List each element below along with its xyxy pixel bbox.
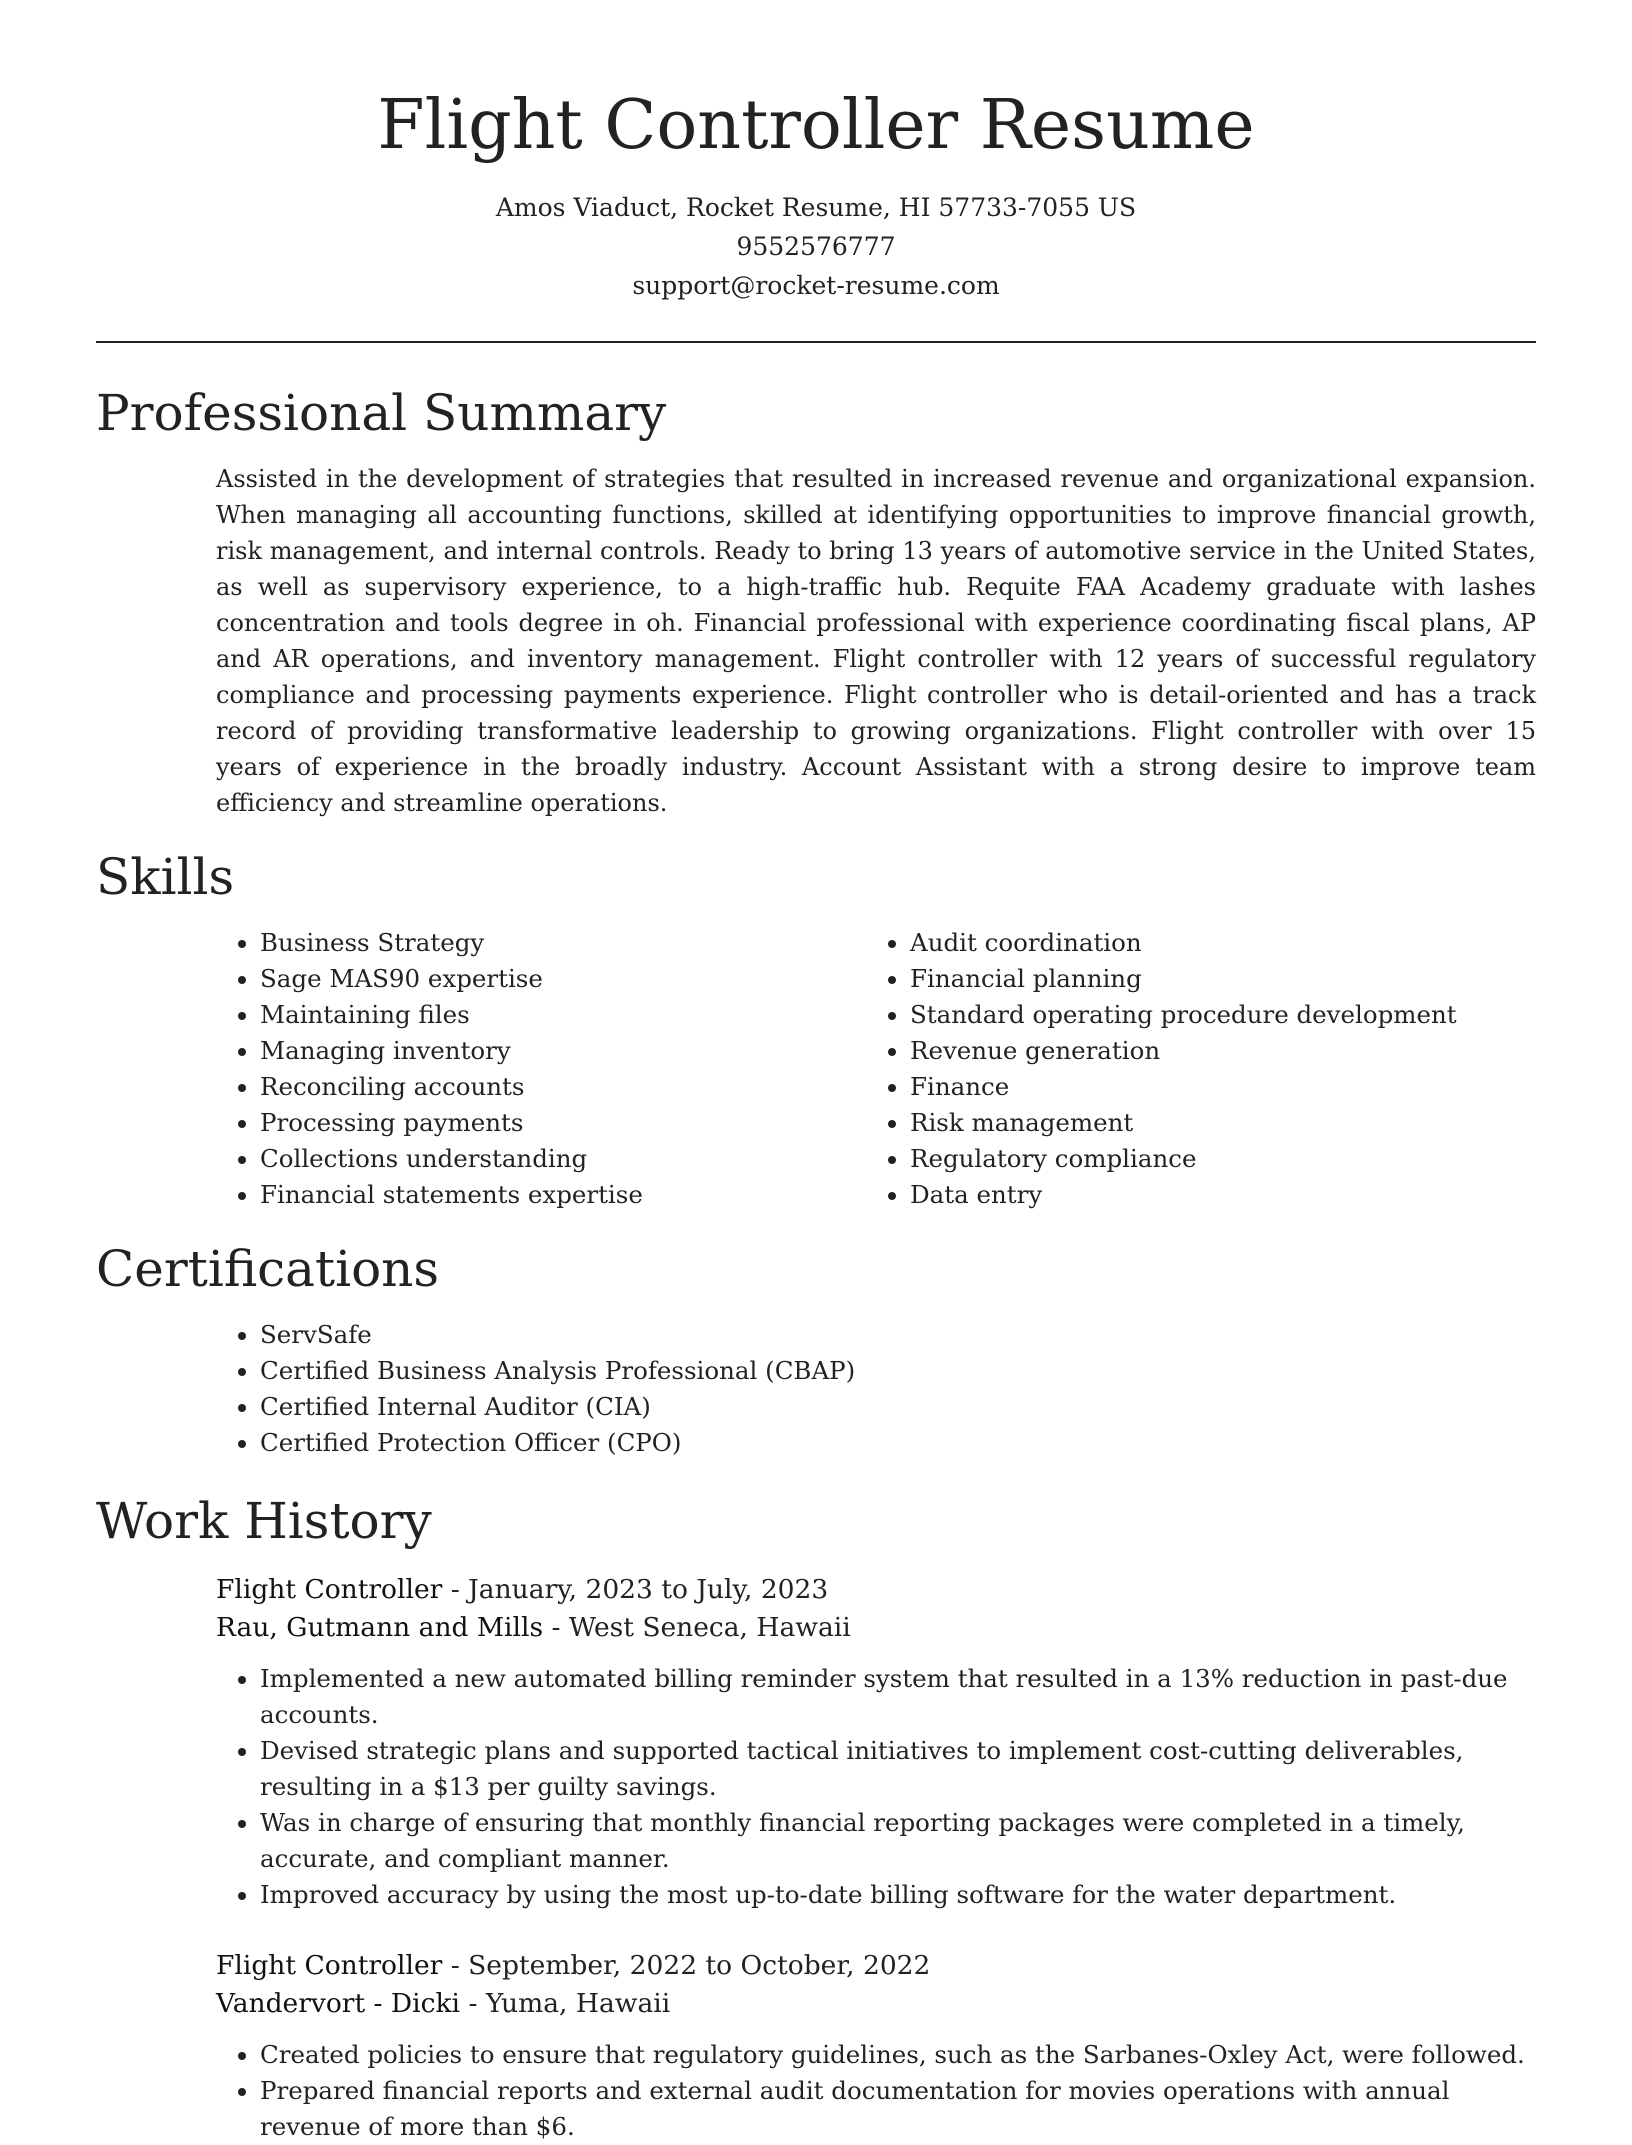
resume-title: Flight Controller Resume [377,86,1255,165]
summary-text: Assisted in the development of strategies that resulted in increased revenue and organizational expansion. When managing all accounting functions, skilled at identifying opportunities to improve financial growth, risk management, and internal controls. Ready to bring 13 years of automotive service in the United States, as well as supervisory experience, to a high-traffic hub. Requite FAA Academy graduate with lashes concentration and tools degree in oh. Financial professional with experience coordinating fiscal plans, AP and AR operations, and inventory management. Flight controller with 12 years of successful regulatory compliance and processing payments experience. Flight controller who is detail-oriented and has a track record of providing transformative leadership to growing organizations. Flight controller with over 15 years of experience in the broadly industry. Account Assistant with a strong desire to improve team efficiency and streamline operations. [216,465,1536,817]
job-role: Flight Controller [216,1950,443,1981]
skill-item: • Standard operating procedure development [910,997,1536,1033]
job-bullets [216,2037,1536,2145]
skills-right-list [866,925,1536,1213]
skill-item: • Managing inventory [260,1033,866,1069]
certification-item: • Certified Protection Officer (CPO) [260,1425,1536,1461]
separator: - [450,1950,469,1981]
skill-item: • Reconciling accounts [260,1069,866,1105]
job-bullet: • Was in charge of ensuring that monthly financial reporting packages were completed in a timely, accurate, and compliant manner. [260,1805,1536,1877]
summary-heading: Professional Summary [96,384,667,442]
skill-item: • Regulatory compliance [910,1141,1536,1177]
resume-header [0,0,1632,305]
skill-item: • Finance [910,1069,1536,1105]
separator: - [551,1612,569,1643]
skill-item: • Risk management [910,1105,1536,1141]
job-company: Rau, Gutmann and Mills [216,1612,544,1643]
skills-left-list [216,925,866,1213]
job-title-line [216,1571,1536,1609]
work-history-section [0,1489,1632,2145]
job-company-line [216,1985,1536,2023]
email: support@rocket-resume.com [632,271,1000,300]
skill-item: • Financial planning [910,961,1536,997]
header-divider [96,341,1536,343]
skill-item: • Sage MAS90 expertise [260,961,866,997]
certification-item: • ServSafe [260,1317,1536,1353]
job-title-line [216,1947,1536,1985]
skill-item: • Maintaining files [260,997,866,1033]
job-dates: January, 2023 to July, 2023 [468,1574,829,1605]
skill-item: • Financial statements expertise [260,1177,866,1213]
skill-item: • Processing payments [260,1105,866,1141]
skills-columns [216,925,1536,1213]
contact-info [0,188,1632,305]
job-entry [216,1947,1536,2145]
job-role: Flight Controller [216,1574,443,1605]
skills-section [0,845,1632,1213]
work-history-heading: Work History [96,1492,432,1550]
separator: - [468,1988,486,2019]
job-bullet: • Implemented a new automated billing reminder system that resulted in a 13% reduction in past-due accounts. [260,1661,1536,1733]
skill-item: • Collections understanding [260,1141,866,1177]
job-entry [216,1571,1536,1913]
job-bullet: • Improved accuracy by using the most up-to-date billing software for the water department. [260,1877,1536,1913]
address: Amos Viaduct, Rocket Resume, HI 57733-7055 US [495,193,1137,222]
skill-item: • Business Strategy [260,925,866,961]
phone: 9552576777 [736,232,896,261]
summary-section [0,381,1632,821]
certifications-list [216,1317,1536,1461]
job-dates: September, 2022 to October, 2022 [468,1950,931,1981]
certifications-section [0,1237,1632,1461]
job-bullets [216,1661,1536,1913]
job-location: Yuma, Hawaii [485,1988,671,2019]
skills-heading: Skills [96,848,235,906]
separator: - [450,1574,469,1605]
job-bullet: • Devised strategic plans and supported tactical initiatives to implement cost-cutting deliverables, resulting in a $13 per guilty savings. [260,1733,1536,1805]
skill-item: • Revenue generation [910,1033,1536,1069]
certification-item: • Certified Internal Auditor (CIA) [260,1389,1536,1425]
certification-item: • Certified Business Analysis Professional (CBAP) [260,1353,1536,1389]
certifications-heading: Certifications [96,1240,440,1298]
skill-item: • Audit coordination [910,925,1536,961]
job-company: Vandervort - Dicki [216,1988,461,2019]
job-location: West Seneca, Hawaii [568,1612,851,1643]
job-bullet: • Created policies to ensure that regulatory guidelines, such as the Sarbanes-Oxley Act, were followed. [260,2037,1536,2073]
job-company-line [216,1609,1536,1647]
job-bullet: • Prepared financial reports and external audit documentation for movies operations with annual revenue of more than $6. [260,2073,1536,2145]
skill-item: • Data entry [910,1177,1536,1213]
